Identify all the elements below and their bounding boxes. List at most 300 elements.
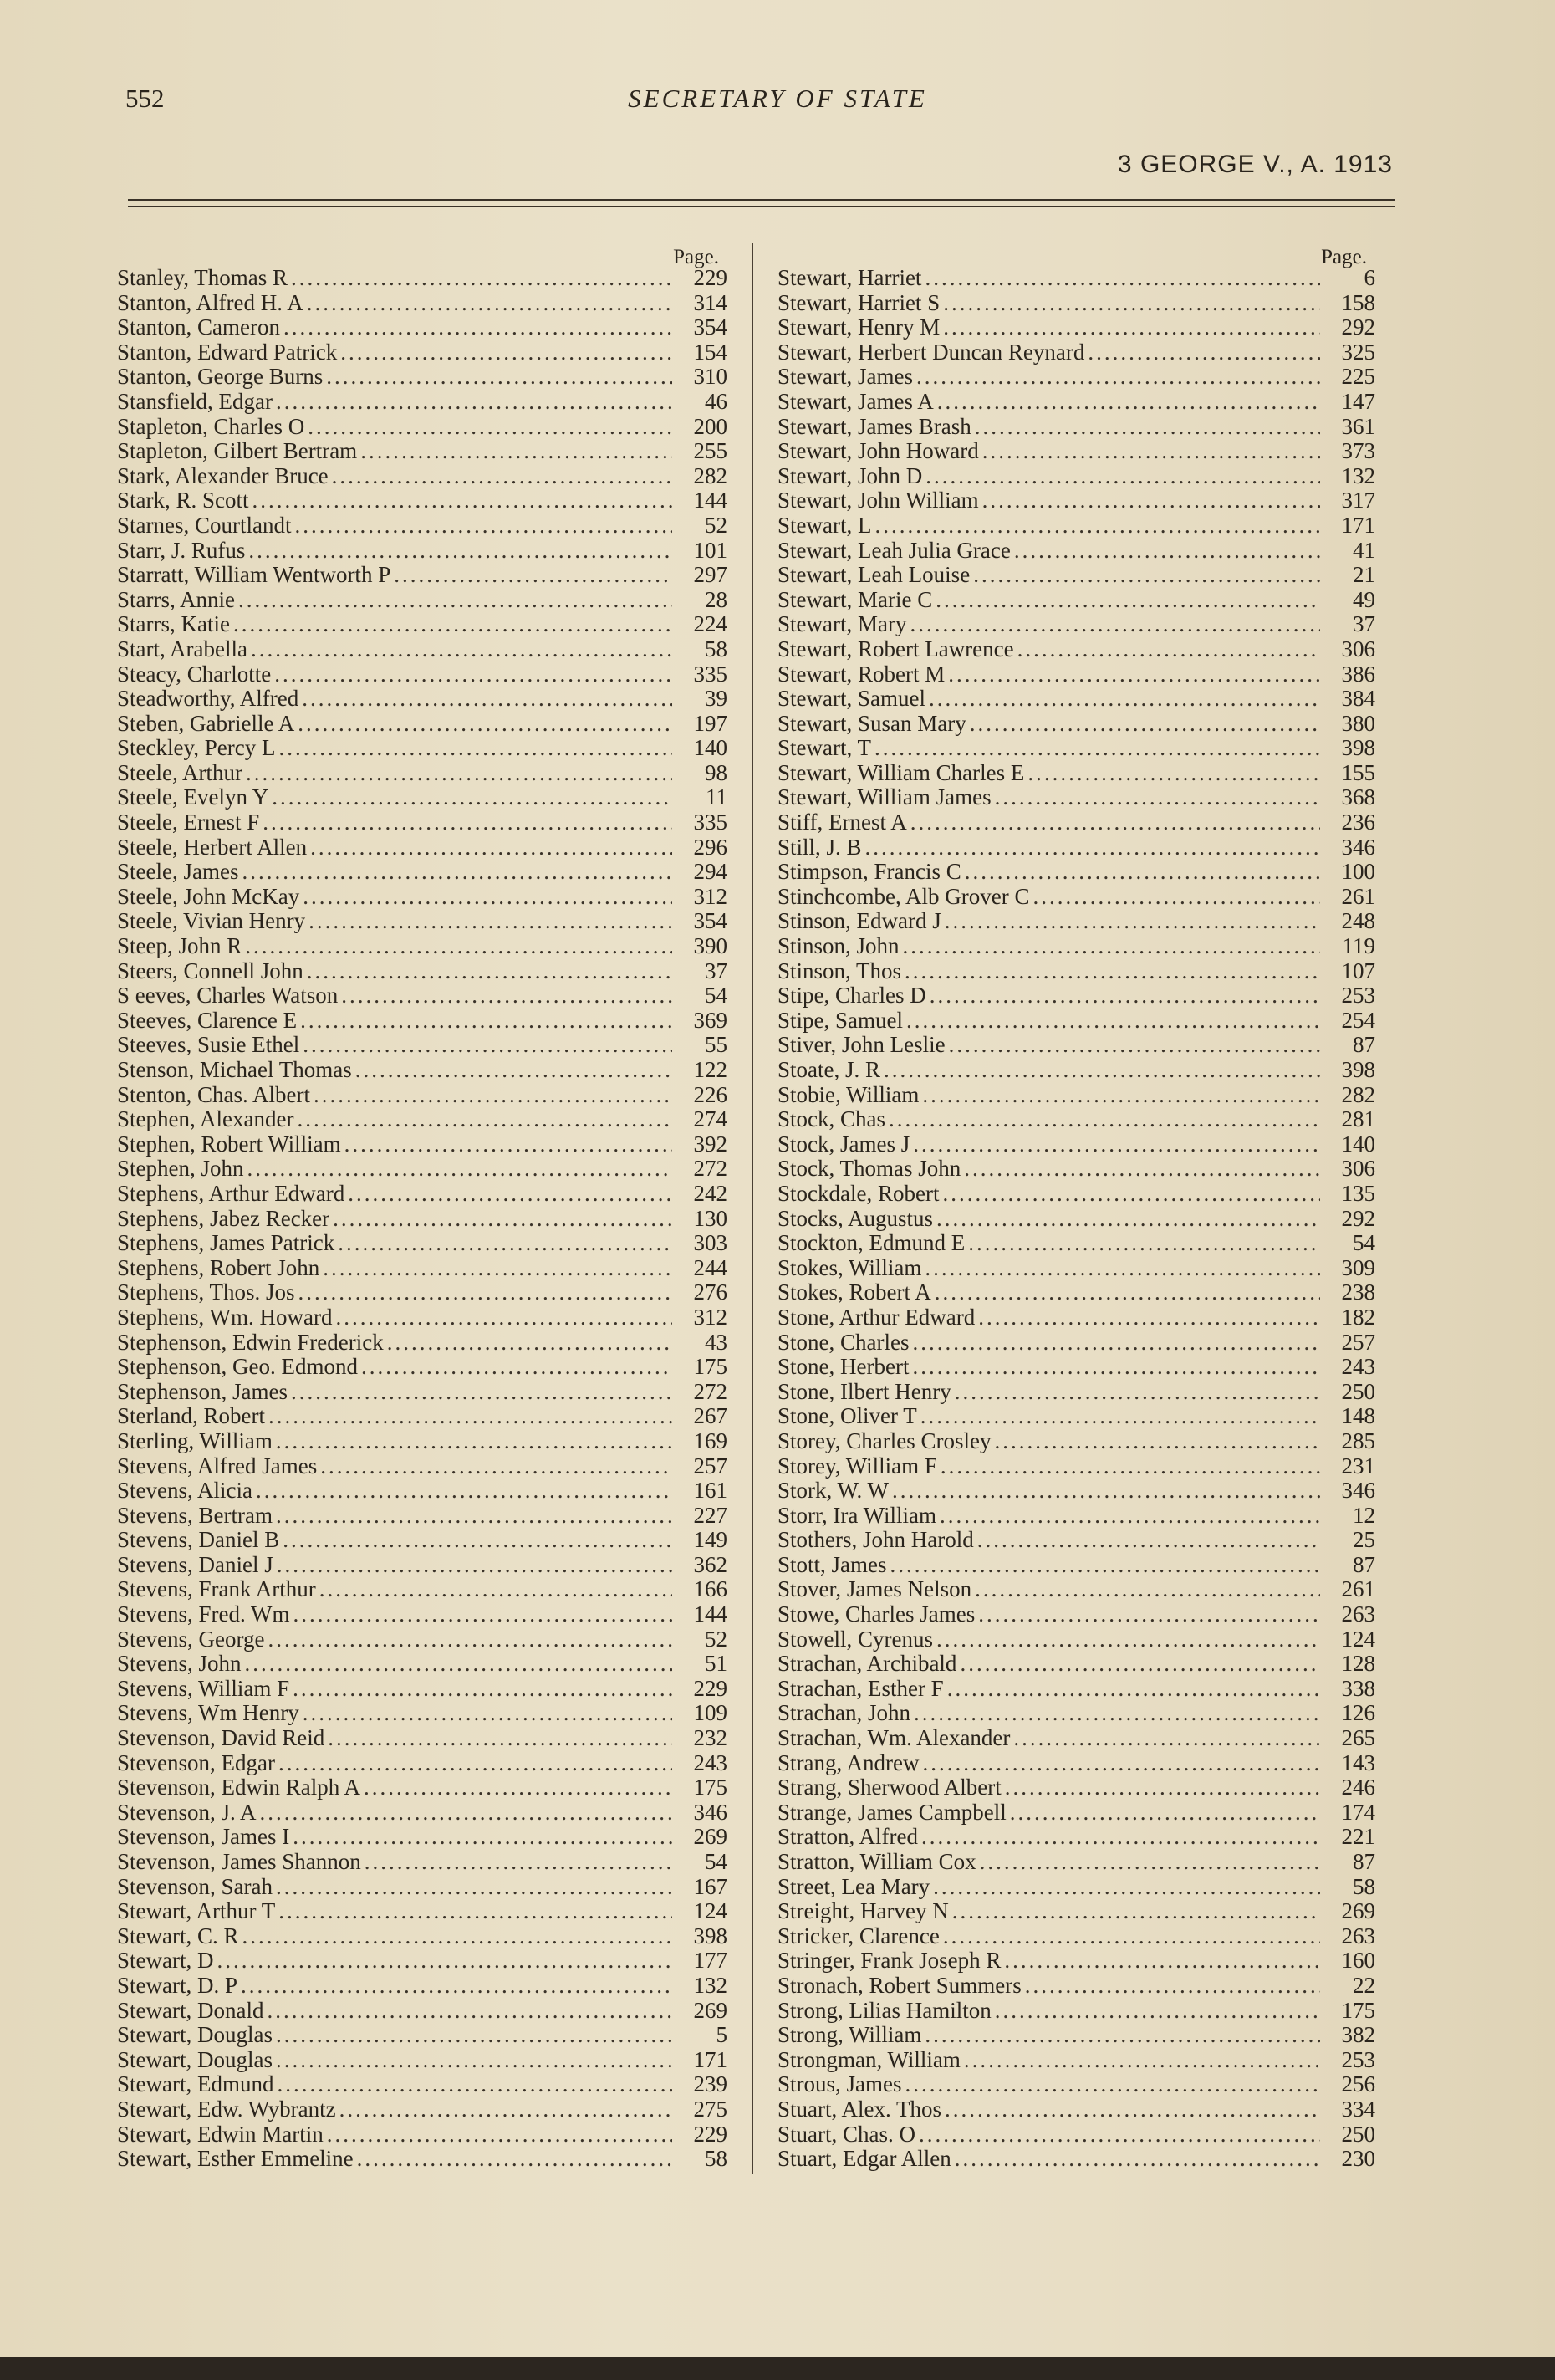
entry-name: Stansfield, Edgar (117, 388, 273, 414)
index-entry (778, 934, 1375, 959)
index-entry (117, 1751, 727, 1776)
entry-name: Steers, Connell John (117, 958, 303, 983)
entry-page: 52 (705, 1626, 727, 1652)
index-entry (117, 1948, 727, 1974)
entry-page: 87 (1353, 1032, 1375, 1058)
entry-name: Start, Arabella (117, 636, 247, 661)
index-entry (778, 612, 1375, 637)
entry-name: Stevenson, Sarah (117, 1873, 273, 1899)
entry-name: Stewart, Susan Mary (778, 710, 966, 736)
dot-leader (302, 687, 672, 712)
dot-leader (314, 1083, 672, 1108)
entry-page: 51 (705, 1651, 727, 1677)
entry-name: Stowell, Cyrenus (778, 1626, 933, 1652)
entry-name: Stewart, Robert M (778, 661, 946, 687)
dot-leader (960, 1652, 1320, 1677)
entry-name: Stanley, Thomas R (117, 265, 288, 290)
dot-leader (340, 340, 672, 365)
entry-page: 263 (1341, 1923, 1375, 1948)
index-entry (117, 1577, 727, 1602)
entry-page: 37 (705, 958, 727, 983)
entry-name: Strachan, Wm. Alexander (778, 1725, 1011, 1751)
entry-page: 109 (693, 1700, 727, 1726)
entry-name: Stevens, William F (117, 1675, 290, 1701)
dot-leader (912, 1330, 1320, 1356)
dot-leader (357, 2147, 672, 2172)
entry-page: 236 (1341, 810, 1375, 835)
dot-leader (884, 1058, 1320, 1083)
entry-name: Steele, Ernest F (117, 810, 260, 835)
entry-name: Stoate, J. R (778, 1057, 881, 1082)
dot-leader (1032, 885, 1320, 910)
index-entry (778, 1701, 1375, 1726)
dot-leader (291, 266, 672, 291)
entry-page: 229 (693, 265, 727, 290)
index-entry (778, 1875, 1375, 1900)
dot-leader (995, 785, 1320, 810)
dot-leader (327, 2122, 672, 2148)
entry-name: Stothers, John Harold (778, 1527, 974, 1553)
entry-list-left (117, 266, 727, 2172)
entry-name: Stevens, Alicia (117, 1478, 252, 1504)
entry-page: 269 (693, 1997, 727, 2023)
index-entry (117, 1256, 727, 1281)
index-entry (778, 2147, 1375, 2172)
entry-page: 25 (1353, 1527, 1375, 1553)
index-entry (778, 1677, 1375, 1702)
entry-list-right (778, 266, 1375, 2172)
entry-name: Street, Lea Mary (778, 1873, 930, 1899)
entry-name: Stronach, Robert Summers (778, 1972, 1022, 1998)
index-entry (778, 365, 1375, 390)
dot-leader (293, 1677, 672, 1702)
entry-name: Stewart, Esther Emmeline (117, 2146, 354, 2172)
entry-name: Stock, James J (778, 1131, 910, 1157)
entry-page: 143 (1341, 1749, 1375, 1775)
dot-leader (937, 390, 1320, 415)
entry-name: Starnes, Courtlandt (117, 512, 292, 538)
index-entry (117, 1899, 727, 1924)
entry-page: 160 (1341, 1948, 1375, 1974)
entry-page: 58 (705, 2146, 727, 2172)
index-entry (778, 662, 1375, 687)
entry-name: Stevenson, David Reid (117, 1725, 325, 1751)
index-entry (778, 1825, 1375, 1850)
dot-leader (256, 1479, 672, 1504)
entry-name: Stobie, William (778, 1081, 920, 1107)
dot-leader (874, 736, 1320, 761)
entry-page: 58 (1353, 1873, 1375, 1899)
entry-name: Starratt, William Wentworth P (117, 562, 391, 588)
entry-page: 354 (693, 908, 727, 934)
dot-leader (1010, 1800, 1320, 1826)
entry-page: 166 (693, 1576, 727, 1602)
dot-leader (242, 1924, 673, 1949)
dot-leader (276, 1504, 672, 1529)
entry-page: 269 (693, 1824, 727, 1850)
dot-leader (903, 934, 1320, 959)
entry-page: 43 (705, 1329, 727, 1355)
dot-leader (268, 1404, 672, 1429)
index-entry (117, 415, 727, 440)
index-entry (117, 1775, 727, 1800)
entry-name: Stephenson, James (117, 1378, 288, 1404)
entry-page: 148 (1341, 1403, 1375, 1429)
entry-page: 334 (1341, 2096, 1375, 2122)
entry-name: Stinchcombe, Alb Grover C (778, 883, 1030, 909)
dot-leader (283, 315, 672, 340)
entry-name: Stewart, Douglas (117, 2022, 273, 2048)
entry-name: Stork, W. W (778, 1478, 890, 1504)
entry-page: 98 (705, 759, 727, 785)
entry-name: Strange, James Campbell (778, 1799, 1007, 1825)
running-title: SECRETARY OF STATE (628, 84, 927, 113)
dot-leader (952, 1899, 1320, 1924)
dot-leader (1017, 637, 1320, 662)
entry-name: Stephenson, Geo. Edmond (117, 1354, 358, 1380)
entry-name: Stewart, D. P (117, 1972, 237, 1998)
entry-page: 124 (1341, 1626, 1375, 1652)
entry-name: Stewart, John D (778, 462, 923, 488)
entry-name: Steep, John R (117, 933, 242, 959)
entry-page: 253 (1341, 983, 1375, 1009)
index-entry (778, 1553, 1375, 1578)
index-entry (778, 315, 1375, 340)
entry-name: Stephen, Alexander (117, 1106, 294, 1132)
entry-page: 197 (693, 710, 727, 736)
dot-leader (278, 736, 672, 761)
index-entry (778, 1305, 1375, 1330)
dot-leader (995, 1999, 1320, 2024)
entry-page: 58 (705, 636, 727, 661)
dot-leader (387, 1330, 672, 1356)
entry-name: Strong, William (778, 2022, 922, 2048)
index-entry (778, 1280, 1375, 1305)
entry-name: Stiver, John Leslie (778, 1032, 946, 1058)
entry-page: 285 (1341, 1427, 1375, 1453)
entry-page: 87 (1353, 1551, 1375, 1577)
dot-leader (945, 909, 1320, 934)
entry-name: Stevens, Wm Henry (117, 1700, 299, 1726)
dot-leader (905, 959, 1320, 984)
dot-leader (276, 2048, 672, 2073)
index-entry (778, 736, 1375, 761)
dot-leader (233, 612, 672, 637)
entry-page: 132 (693, 1972, 727, 1998)
entry-name: Stewart, James A (778, 388, 934, 414)
dot-leader (936, 1627, 1320, 1652)
entry-name: Stephens, Robert John (117, 1254, 320, 1280)
dot-leader (307, 959, 672, 984)
entry-page: 230 (1341, 2146, 1375, 2172)
dot-leader (912, 1355, 1320, 1380)
entry-page: 177 (693, 1948, 727, 1974)
entry-name: Stewart, Leah Louise (778, 562, 971, 588)
index-entry (117, 2023, 727, 2048)
index-entry (117, 1058, 727, 1083)
index-entry (778, 1627, 1375, 1652)
dot-leader (980, 1850, 1320, 1875)
index-entry (117, 488, 727, 513)
entry-name: Steele, Vivian Henry (117, 908, 306, 934)
index-entry (778, 1157, 1375, 1182)
index-entry (117, 1182, 727, 1207)
entry-name: Stuart, Edgar Allen (778, 2146, 951, 2172)
entry-name: Stuart, Alex. Thos (778, 2096, 942, 2122)
entry-page: 398 (1341, 1057, 1375, 1082)
index-entry (117, 1033, 727, 1058)
entry-page: 154 (693, 339, 727, 365)
index-entry (117, 662, 727, 687)
dot-leader (339, 2097, 672, 2122)
entry-name: Stewart, Mary (778, 611, 907, 637)
dot-leader (298, 712, 672, 737)
entry-name: Stuart, Chas. O (778, 2121, 915, 2147)
dot-leader (874, 513, 1320, 539)
entry-page: 312 (693, 1304, 727, 1330)
index-entry (117, 390, 727, 415)
dot-leader (242, 860, 672, 885)
header-rule-top (128, 199, 1395, 201)
index-entry (778, 1948, 1375, 1974)
dot-leader (332, 464, 672, 489)
entry-name: Stewart, L (778, 512, 872, 538)
session-label: 3 GEORGE V., A. 1913 (1117, 151, 1393, 178)
entry-name: Stock, Chas (778, 1106, 886, 1132)
entry-name: Stevenson, James Shannon (117, 1849, 361, 1874)
entry-page: 346 (1341, 834, 1375, 860)
entry-name: Stewart, Harriet S (778, 289, 941, 315)
entry-name: Stevenson, Edgar (117, 1749, 275, 1775)
entry-page: 169 (693, 1427, 727, 1453)
entry-page: 256 (1341, 2071, 1375, 2097)
index-entry (117, 2097, 727, 2122)
entry-name: Stewart, John William (778, 488, 979, 513)
entry-name: Stover, James Nelson (778, 1576, 972, 1602)
entry-name: Strongman, William (778, 2046, 961, 2072)
index-entry (778, 2048, 1375, 2073)
entry-name: Stevenson, James I (117, 1824, 290, 1850)
index-entry (778, 909, 1375, 934)
dot-leader (310, 835, 672, 861)
index-entry (117, 1825, 727, 1850)
entry-page: 386 (1341, 661, 1375, 687)
index-entry (778, 588, 1375, 613)
dot-leader (913, 1132, 1320, 1157)
entry-name: Stevenson, Edwin Ralph A (117, 1775, 360, 1800)
entry-page: 267 (693, 1403, 727, 1429)
entry-page: 275 (693, 2096, 727, 2122)
entry-name: Stephenson, Edwin Frederick (117, 1329, 384, 1355)
index-entry (117, 1652, 727, 1677)
entry-name: Still, J. B (778, 834, 862, 860)
dot-leader (300, 1009, 672, 1034)
entry-name: Stone, Oliver T (778, 1403, 917, 1429)
index-column-right (778, 246, 1375, 2172)
index-entry (778, 1231, 1375, 1256)
entry-page: 52 (705, 512, 727, 538)
index-entry (117, 1231, 727, 1256)
index-entry (117, 1404, 727, 1429)
entry-name: Stewart, Robert Lawrence (778, 636, 1014, 661)
index-entry (117, 1553, 727, 1578)
page-column-heading: Page. (673, 246, 719, 268)
entry-name: Steele, James (117, 859, 239, 885)
dot-leader (355, 1058, 672, 1083)
entry-name: Stephen, John (117, 1156, 244, 1182)
index-entry (778, 513, 1375, 539)
dot-leader (348, 1182, 672, 1207)
dot-leader (910, 612, 1320, 637)
dot-leader (360, 439, 672, 464)
index-entry (117, 1454, 727, 1479)
entry-page: 297 (693, 562, 727, 588)
entry-page: 101 (693, 537, 727, 563)
dot-leader (936, 1207, 1320, 1232)
dot-leader (889, 1107, 1320, 1132)
entry-name: Stanton, Alfred H. A (117, 289, 303, 315)
entry-name: Stenson, Michael Thomas (117, 1057, 352, 1082)
index-entry (778, 2023, 1375, 2048)
entry-name: Steadworthy, Alfred (117, 686, 299, 712)
index-entry (117, 612, 727, 637)
dot-leader (283, 1528, 672, 1553)
entry-name: Stewart, James (778, 364, 913, 390)
index-entry (778, 1726, 1375, 1751)
index-entry (117, 1355, 727, 1380)
entry-name: Stewart, William James (778, 784, 992, 810)
dot-leader (955, 2147, 1320, 2172)
dot-leader (274, 662, 672, 687)
entry-page: 122 (693, 1057, 727, 1082)
dot-leader (320, 1454, 672, 1479)
dot-leader (333, 1207, 672, 1232)
entry-page: 182 (1341, 1304, 1375, 1330)
entry-name: Stephen, Robert William (117, 1131, 341, 1157)
entry-page: 368 (1341, 784, 1375, 810)
index-entry (117, 1207, 727, 1232)
entry-name: Stinson, Edward J (778, 908, 941, 934)
index-entry (117, 959, 727, 984)
entry-page: 269 (1341, 1898, 1375, 1924)
dot-leader (930, 983, 1320, 1009)
entry-name: Stephens, Wm. Howard (117, 1304, 333, 1330)
dot-leader (865, 835, 1320, 861)
entry-name: Stark, R. Scott (117, 488, 249, 513)
entry-page: 147 (1341, 388, 1375, 414)
entry-name: Stewart, Leah Julia Grace (778, 537, 1011, 563)
dot-leader (943, 291, 1320, 316)
index-entry (117, 2122, 727, 2148)
index-entry (778, 1058, 1375, 1083)
index-entry (778, 1924, 1375, 1949)
index-entry (778, 266, 1375, 291)
dot-leader (994, 1429, 1320, 1454)
index-entry (778, 1999, 1375, 2024)
index-entry (778, 488, 1375, 513)
entry-name: Stock, Thomas John (778, 1156, 961, 1182)
index-entry (117, 736, 727, 761)
entry-page: 171 (693, 2046, 727, 2072)
index-entry (778, 1107, 1375, 1132)
entry-page: 144 (693, 488, 727, 513)
dot-leader (252, 488, 672, 513)
dot-leader (247, 1157, 673, 1182)
entry-name: Stevens, Frank Arthur (117, 1576, 316, 1602)
index-entry (117, 1429, 727, 1454)
index-entry (778, 1404, 1375, 1429)
index-entry (778, 1256, 1375, 1281)
entry-name: Strong, Lilias Hamilton (778, 1997, 992, 2023)
index-entry (117, 1677, 727, 1702)
index-entry (117, 810, 727, 835)
dot-leader (964, 2048, 1320, 2073)
index-entry (117, 266, 727, 291)
index-entry (117, 1627, 727, 1652)
dot-leader (955, 1380, 1320, 1405)
entry-page: 272 (693, 1378, 727, 1404)
index-entry (778, 1652, 1375, 1677)
dot-leader (278, 1899, 672, 1924)
entry-name: S eeves, Charles Watson (117, 983, 339, 1009)
index-entry (117, 2147, 727, 2172)
entry-name: Stringer, Frank Joseph R (778, 1948, 1002, 1974)
entry-page: 22 (1353, 1972, 1375, 1998)
dot-leader (294, 513, 672, 539)
entry-name: Stevens, Bertram (117, 1502, 273, 1528)
index-entry (117, 340, 727, 365)
index-entry (778, 1330, 1375, 1356)
entry-page: 248 (1341, 908, 1375, 934)
entry-page: 49 (1353, 586, 1375, 612)
entry-name: Stipe, Samuel (778, 1007, 903, 1033)
index-entry (778, 860, 1375, 885)
entry-page: 87 (1353, 1849, 1375, 1874)
index-entry (117, 1850, 727, 1875)
entry-name: Steeves, Clarence E (117, 1007, 298, 1033)
index-entry (778, 2097, 1375, 2122)
entry-name: Stanton, Cameron (117, 314, 280, 340)
dot-leader (975, 1577, 1320, 1602)
index-entry (117, 1107, 727, 1132)
dot-leader (1014, 539, 1320, 564)
dot-leader (1088, 340, 1320, 365)
entry-page: 161 (693, 1478, 727, 1504)
entry-name: Stephens, Jabez Recker (117, 1205, 330, 1231)
index-entry (778, 1429, 1375, 1454)
index-entry (117, 1999, 727, 2024)
entry-page: 276 (693, 1279, 727, 1305)
dot-leader (978, 1602, 1320, 1627)
index-entry (778, 1132, 1375, 1157)
index-entry (117, 761, 727, 786)
dot-leader (276, 1429, 672, 1454)
entry-page: 306 (1341, 1156, 1375, 1182)
entry-name: Stevens, George (117, 1626, 265, 1652)
entry-name: Stanton, George Burns (117, 364, 324, 390)
entry-page: 175 (693, 1775, 727, 1800)
entry-page: 244 (693, 1254, 727, 1280)
entry-page: 226 (693, 1081, 727, 1107)
dot-leader (308, 415, 672, 440)
dot-leader (925, 1256, 1320, 1281)
entry-name: Starrs, Annie (117, 586, 235, 612)
dot-leader (268, 1627, 672, 1652)
dot-leader (920, 1404, 1320, 1429)
dot-leader (303, 885, 672, 910)
entry-page: 272 (693, 1156, 727, 1182)
entry-page: 314 (693, 289, 727, 315)
